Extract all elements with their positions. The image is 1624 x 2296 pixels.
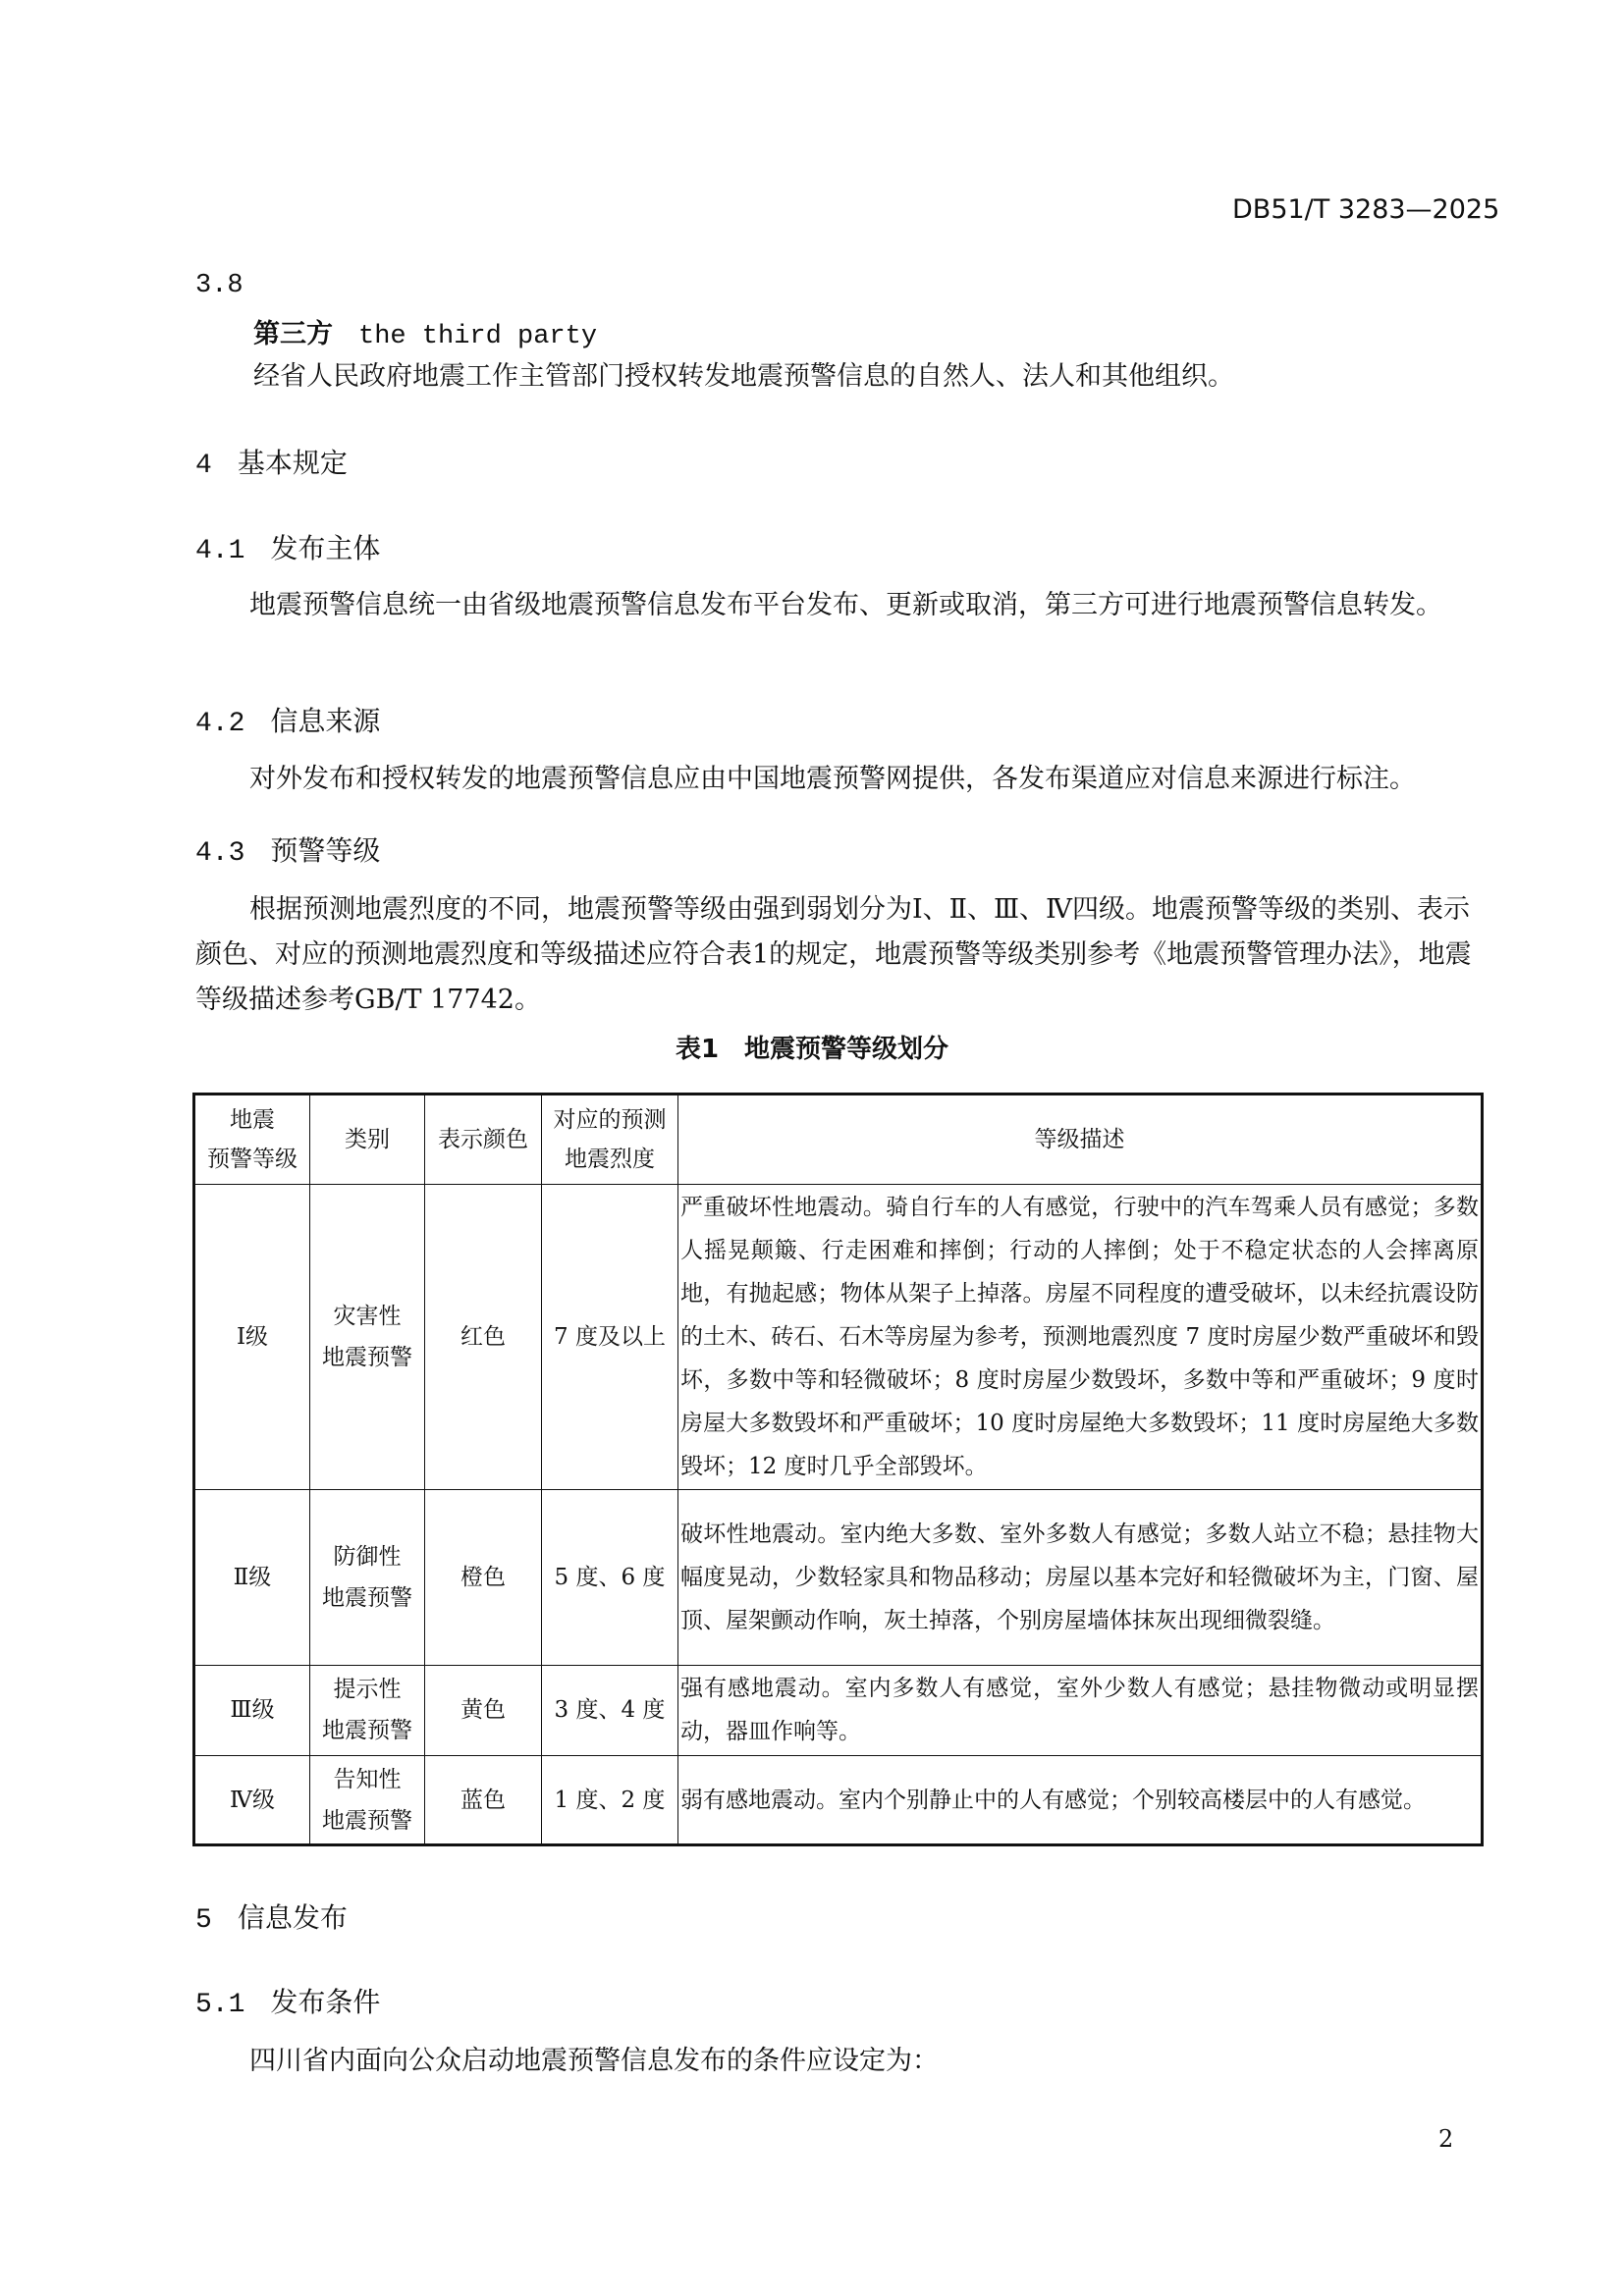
level-cell: Ⅰ级 bbox=[194, 1185, 310, 1490]
header-level: 地震 预警等级 bbox=[194, 1095, 310, 1185]
table-caption: 表1 地震预警等级划分 bbox=[675, 1035, 949, 1064]
table-row bbox=[194, 1756, 1483, 1845]
section-number: 4.1 bbox=[195, 536, 245, 566]
category-cell: 告知性 地震预警 bbox=[310, 1756, 425, 1845]
term-heading bbox=[253, 312, 597, 351]
description-cell: 严重破坏性地震动。骑自行车的人有感觉，行驶中的汽车驾乘人员有感觉；多数人摇晃颠簸、行走困难和摔倒；行动的人摔倒；处于不稳定状态的人会摔离原地，有抛起感；物体从架子上掉落。房屋不同程度的遭受破坏，以未经抗震设防的土木、砖石、石木等房屋为参考，预测地震烈度 7 度时房屋少数严重破坏和毁坏，多数中等和轻微破坏；8 度时房屋少数毁坏，多数中等和严重破坏；9 度时房屋大多数毁坏和严重破坏；10 度时房屋绝大多数毁坏；11 度时房屋绝大多数毁坏；12 度时几乎全部毁坏。 bbox=[678, 1185, 1483, 1490]
header-intensity: 对应的预测 地震烈度 bbox=[542, 1095, 678, 1185]
table-row bbox=[194, 1665, 1483, 1756]
section-4-1-heading bbox=[195, 527, 380, 566]
section-4-1-text: 地震预警信息统一由省级地震预警信息发布平台发布、更新或取消，第三方可进行地震预警信息转发。 bbox=[249, 590, 1442, 620]
section-title: 基本规定 bbox=[237, 447, 348, 479]
section-5-1-text: 四川省内面向公众启动地震预警信息发布的条件应设定为： bbox=[249, 2046, 939, 2076]
table-row bbox=[194, 1185, 1483, 1490]
page-number: 2 bbox=[1438, 2125, 1454, 2153]
description-cell: 破坏性地震动。室内绝大多数、室外多数人有感觉；多数人站立不稳；悬挂物大幅度晃动，少数轻家具和物品移动；房屋以基本完好和轻微破坏为主，门窗、屋顶、屋架颤动作响，灰土掉落，个别房屋墙体抹灰出现细微裂缝。 bbox=[678, 1490, 1483, 1665]
section-title: 发布主体 bbox=[270, 532, 381, 564]
level-cell: Ⅲ级 bbox=[194, 1665, 310, 1756]
section-4-2-text: 对外发布和授权转发的地震预警信息应由中国地震预警网提供，各发布渠道应对信息来源进行标注。 bbox=[249, 764, 1416, 794]
term-number: 3.8 bbox=[195, 271, 244, 300]
category-cell: 灾害性 地震预警 bbox=[310, 1185, 425, 1490]
section-4-heading bbox=[195, 442, 348, 481]
color-cell: 黄色 bbox=[425, 1665, 542, 1756]
table-header-row bbox=[194, 1095, 1483, 1185]
intensity-cell: 1 度、2 度 bbox=[542, 1756, 678, 1845]
section-4-3-heading bbox=[195, 829, 380, 869]
document-number: DB51/T 3283—2025 bbox=[1232, 194, 1500, 225]
description-cell: 弱有感地震动。室内个别静止中的人有感觉；个别较高楼层中的人有感觉。 bbox=[678, 1756, 1483, 1845]
section-title: 信息来源 bbox=[270, 705, 381, 737]
color-cell: 橙色 bbox=[425, 1490, 542, 1665]
category-cell: 防御性 地震预警 bbox=[310, 1490, 425, 1665]
section-title: 信息发布 bbox=[237, 1901, 348, 1934]
term-name-cn: 第三方 bbox=[253, 319, 333, 349]
section-number: 5.1 bbox=[195, 1990, 245, 2020]
intensity-cell: 7 度及以上 bbox=[542, 1185, 678, 1490]
section-number: 4.2 bbox=[195, 709, 245, 739]
section-number: 4.3 bbox=[195, 838, 245, 869]
color-cell: 红色 bbox=[425, 1185, 542, 1490]
table-row bbox=[194, 1490, 1483, 1665]
header-description: 等级描述 bbox=[678, 1095, 1483, 1185]
header-category: 类别 bbox=[310, 1095, 425, 1185]
section-5-heading bbox=[195, 1896, 348, 1936]
intensity-cell: 5 度、6 度 bbox=[542, 1490, 678, 1665]
section-4-3-text: 根据预测地震烈度的不同，地震预警等级由强到弱划分为Ⅰ、Ⅱ、Ⅲ、Ⅳ四级。地震预警等级的类别、表示颜色、对应的预测地震烈度和等级描述应符合表1的规定，地震预警等级类别参考《地震预警管理办法》，地震等级描述参考GB/T 17742。 bbox=[195, 894, 1472, 1015]
term-definition: 经省人民政府地震工作主管部门授权转发地震预警信息的自然人、法人和其他组织。 bbox=[253, 361, 1234, 392]
section-number: 5 bbox=[195, 1905, 212, 1936]
category-cell: 提示性 地震预警 bbox=[310, 1665, 425, 1756]
section-title: 预警等级 bbox=[270, 834, 381, 867]
level-cell: Ⅳ级 bbox=[194, 1756, 310, 1845]
section-title: 发布条件 bbox=[270, 1986, 381, 2018]
level-cell: Ⅱ级 bbox=[194, 1490, 310, 1665]
section-number: 4 bbox=[195, 451, 212, 481]
section-5-1-heading bbox=[195, 1981, 380, 2020]
color-cell: 蓝色 bbox=[425, 1756, 542, 1845]
warning-level-table bbox=[192, 1093, 1484, 1846]
term-name-en: the third party bbox=[358, 322, 598, 351]
header-color: 表示颜色 bbox=[425, 1095, 542, 1185]
description-cell: 强有感地震动。室内多数人有感觉，室外少数人有感觉；悬挂物微动或明显摆动，器皿作响等。 bbox=[678, 1665, 1483, 1756]
section-4-2-heading bbox=[195, 700, 380, 739]
intensity-cell: 3 度、4 度 bbox=[542, 1665, 678, 1756]
